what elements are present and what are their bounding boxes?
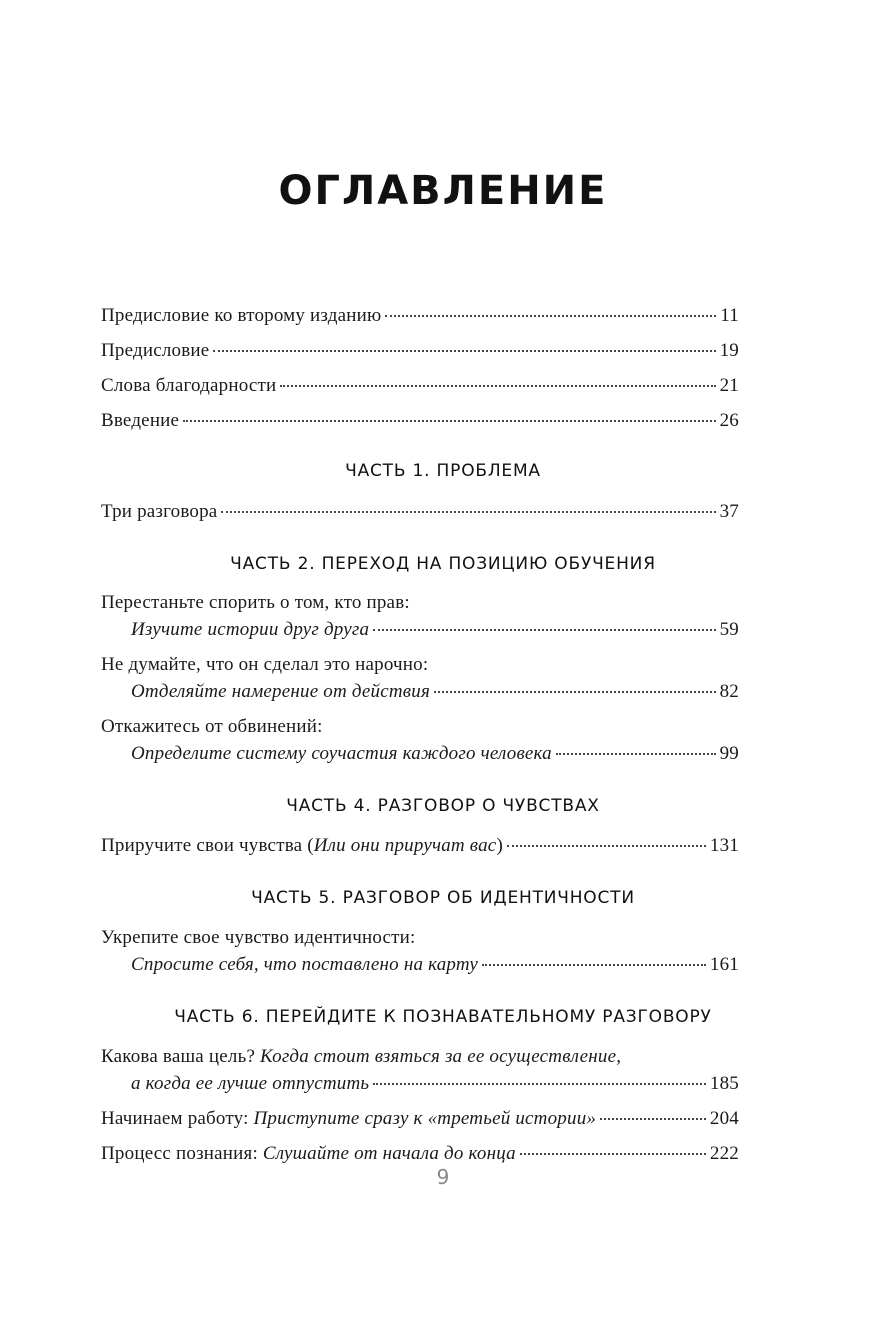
dot-leader [373, 629, 715, 631]
page-number: 21 [719, 375, 739, 396]
entry-title-line2: Изучите истории друг друга [131, 619, 370, 640]
part-1-heading: ЧАСТЬ 1. ПРОБЛЕМА [345, 461, 541, 481]
entry-title-line1: Не думайте, что он сделал это нарочно: [101, 654, 429, 675]
dot-leader [434, 691, 716, 693]
entry-title-italic: Когда стоит взяться за ее осуществление, [260, 1046, 622, 1067]
dot-leader [373, 1083, 706, 1085]
dot-leader [280, 385, 715, 387]
dot-leader [221, 511, 715, 513]
entry-title: Введение [101, 410, 180, 431]
dot-leader [482, 964, 706, 966]
entry-title-regular: Процесс познания: [101, 1143, 263, 1164]
page-number: 131 [709, 835, 739, 856]
part-6-heading: ЧАСТЬ 6. ПЕРЕЙДИТЕ К ПОЗНАВАТЕЛЬНОМУ РАЗГОВОРУ [174, 1007, 712, 1027]
page-folio-number: 9 [436, 1165, 450, 1189]
entry-title-line1: Откажитесь от обвинений: [101, 716, 323, 737]
entry-title-line2: Отделяйте намерение от действия [131, 681, 430, 702]
toc-entry-acknowledgements[interactable] [101, 372, 739, 399]
entry-title: Предисловие [101, 340, 210, 361]
entry-title-line1: Перестаньте спорить о том, кто прав: [101, 592, 410, 613]
toc-entry-getting-started[interactable] [101, 1105, 739, 1132]
page-number: 26 [719, 410, 739, 431]
part-5-heading: ЧАСТЬ 5. РАЗГОВОР ОБ ИДЕНТИЧНОСТИ [251, 888, 635, 908]
entry-title-regular: Начинаем работу: [101, 1108, 254, 1129]
dot-leader [520, 1153, 706, 1155]
page-number: 19 [719, 340, 739, 361]
table-of-contents [101, 302, 739, 1167]
toc-entry-three-conversations[interactable] [101, 498, 739, 525]
dot-leader [385, 315, 716, 317]
part-2-heading: ЧАСТЬ 2. ПЕРЕХОД НА ПОЗИЦИЮ ОБУЧЕНИЯ [230, 554, 656, 574]
dot-leader [600, 1118, 706, 1120]
entry-title-line2: Спросите себя, что поставлено на карту [131, 954, 478, 975]
entry-title [101, 1140, 516, 1167]
entry-title-line1 [101, 1043, 621, 1070]
toc-entry-tame-feelings[interactable] [101, 832, 739, 859]
entry-title-italic: Слушайте от начала до конца [262, 1143, 516, 1164]
page-number: 11 [720, 305, 739, 326]
page-title: ОГЛАВЛЕНИЕ [278, 168, 608, 214]
dot-leader [213, 350, 715, 352]
toc-entry-purpose[interactable] [101, 1043, 739, 1097]
dot-leader [556, 753, 716, 755]
page-number: 82 [719, 681, 739, 702]
toc-entry-foreword-second-edition[interactable] [101, 302, 739, 329]
entry-title-regular: Какова ваша цель? [101, 1046, 261, 1067]
dot-leader [507, 845, 706, 847]
toc-entry-stop-arguing[interactable] [101, 589, 739, 643]
toc-entry-identity[interactable] [101, 924, 739, 978]
page-number: 161 [709, 954, 739, 975]
entry-title-regular: Приручите свои чувства ( [101, 835, 314, 856]
page-number: 222 [709, 1143, 739, 1164]
entry-title-line2: а когда ее лучше отпустить [131, 1073, 370, 1094]
toc-entry-learning-process[interactable] [101, 1140, 739, 1167]
entry-title: Слова благодарности [101, 375, 277, 396]
part-4-heading: ЧАСТЬ 4. РАЗГОВОР О ЧУВСТВАХ [286, 796, 600, 816]
entry-title-italic: Или они приручат вас [313, 835, 497, 856]
entry-title [101, 1105, 596, 1132]
toc-entry-foreword[interactable] [101, 337, 739, 364]
entry-title [101, 832, 503, 859]
dot-leader [183, 420, 715, 422]
entry-title-close: ) [496, 835, 503, 856]
toc-entry-introduction[interactable] [101, 407, 739, 434]
entry-title: Предисловие ко второму изданию [101, 305, 382, 326]
toc-entry-abandon-blame[interactable] [101, 713, 739, 767]
entry-title-line2: Определите систему соучастия каждого человека [131, 743, 552, 764]
page-number: 37 [719, 501, 739, 522]
entry-title-italic: Приступите сразу к «третьей истории» [253, 1108, 597, 1129]
page-number: 185 [709, 1073, 739, 1094]
toc-entry-dont-assume[interactable] [101, 651, 739, 705]
entry-title: Три разговора [101, 501, 218, 522]
entry-title-line1: Укрепите свое чувство идентичности: [101, 927, 416, 948]
page-number: 204 [709, 1108, 739, 1129]
page-number: 59 [719, 619, 739, 640]
page-number: 99 [719, 743, 739, 764]
